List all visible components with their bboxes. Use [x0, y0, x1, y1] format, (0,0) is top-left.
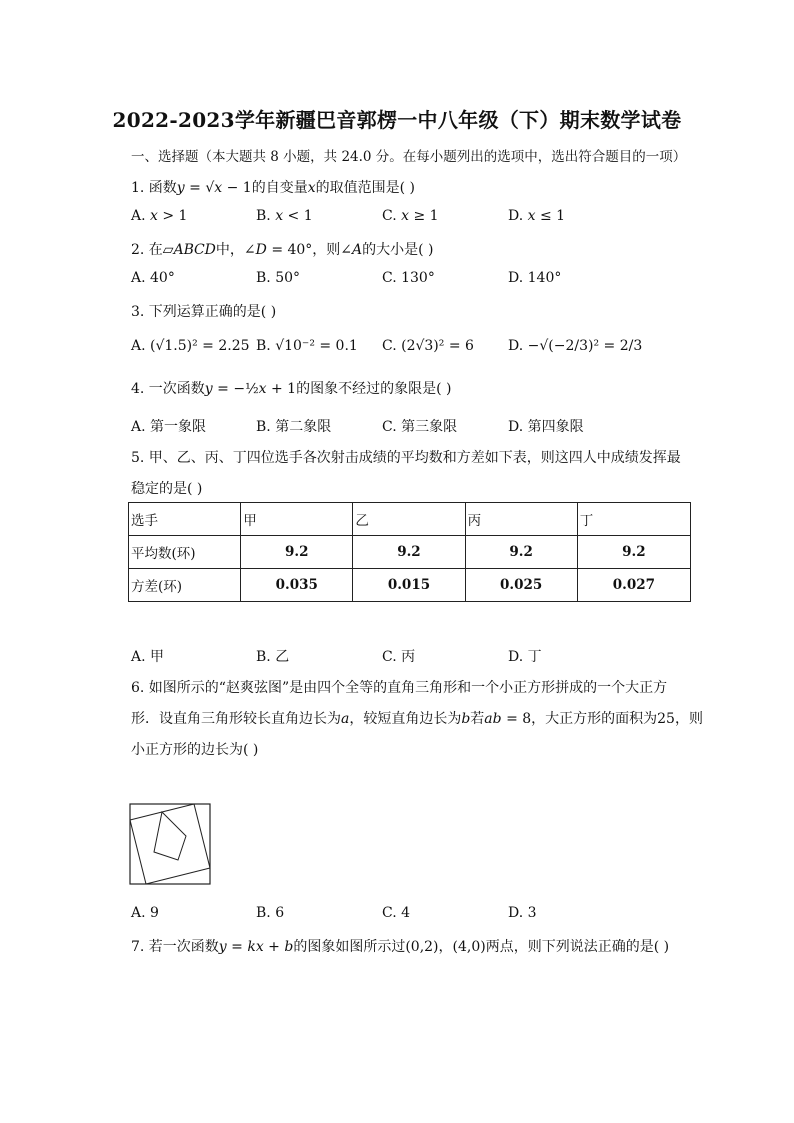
- q1-option-a[interactable]: A. 𝑥 > 1: [131, 208, 188, 224]
- question-4-text: 4. 一次函数𝑦 = −½𝑥 + 1的图象不经过的象限是( ): [131, 381, 452, 397]
- q1-option-d[interactable]: D. 𝑥 ≤ 1: [508, 208, 566, 224]
- q4-option-d[interactable]: D. 第四象限: [508, 419, 584, 435]
- question-6-text-line3: 小正方形的边长为( ): [131, 742, 259, 758]
- q6-option-b[interactable]: B. 6: [256, 905, 285, 921]
- table-cell: 9.2: [241, 536, 353, 569]
- q4-option-a[interactable]: A. 第一象限: [131, 419, 207, 435]
- table-header-cell: 乙: [353, 503, 465, 536]
- table-row: [129, 569, 691, 602]
- table-cell: 平均数(环): [129, 536, 241, 569]
- table-header-cell: 丙: [465, 503, 577, 536]
- table-cell: 方差(环): [129, 569, 241, 602]
- table-cell: 0.015: [353, 569, 465, 602]
- q3-option-a[interactable]: A. (√1.5)² = 2.25: [131, 338, 250, 354]
- q1-option-c[interactable]: C. 𝑥 ≥ 1: [382, 208, 439, 224]
- triangle-side-2: [194, 804, 210, 868]
- q2-option-b[interactable]: B. 50°: [256, 270, 301, 286]
- triangle-side-3: [146, 868, 210, 884]
- section-header: 一、选择题（本大题共 8 小题，共 24.0 分。在每小题列出的选项中，选出符合题目的一项）: [131, 149, 687, 165]
- table-header-cell: 丁: [577, 503, 690, 536]
- q4-option-c[interactable]: C. 第三象限: [382, 419, 458, 435]
- q3-option-c[interactable]: C. (2√3)² = 6: [382, 338, 474, 354]
- question-5-text-line1: 5. 甲、乙、丙、丁四位选手各次射击成绩的平均数和方差如下表，则这四人中成绩发挥最: [131, 450, 681, 466]
- question-6-text-line1: 6. 如图所示的“赵爽弦图”是由四个全等的直角三角形和一个小正方形拼成的一个大正方: [131, 680, 668, 696]
- score-table: [128, 502, 691, 602]
- triangle-side-4: [130, 820, 146, 884]
- q2-option-d[interactable]: D. 140°: [508, 270, 562, 286]
- question-3-text: 3. 下列运算正确的是( ): [131, 304, 277, 320]
- table-cell: 9.2: [577, 536, 690, 569]
- table-cell: 9.2: [465, 536, 577, 569]
- inner-square: [154, 812, 186, 860]
- q5-option-d[interactable]: D. 丁: [508, 649, 542, 665]
- q5-option-a[interactable]: A. 甲: [131, 649, 165, 665]
- q5-option-b[interactable]: B. 乙: [256, 649, 290, 665]
- table-cell: 0.027: [577, 569, 690, 602]
- q6-option-d[interactable]: D. 3: [508, 905, 537, 921]
- table-cell: 0.035: [241, 569, 353, 602]
- table-header-cell: 选手: [129, 503, 241, 536]
- q6-option-a[interactable]: A. 9: [131, 905, 159, 921]
- q1-option-b[interactable]: B. 𝑥 < 1: [256, 208, 313, 224]
- outer-square: [130, 804, 210, 884]
- q2-option-a[interactable]: A. 40°: [131, 270, 175, 286]
- q3-option-d[interactable]: D. −√(−2/3)² = 2/3: [508, 338, 643, 354]
- question-6-text-line2: 形．设直角三角形较长直角边长为𝑎，较短直角边长为𝑏若𝑎𝑏 = 8，大正方形的面积为25，则: [131, 711, 703, 727]
- table-header-cell: 甲: [241, 503, 353, 536]
- q6-option-c[interactable]: C. 4: [382, 905, 411, 921]
- zhao-shuang-diagram: [129, 803, 211, 885]
- q4-option-b[interactable]: B. 第二象限: [256, 419, 332, 435]
- table-cell: 9.2: [353, 536, 465, 569]
- q5-option-c[interactable]: C. 丙: [382, 649, 416, 665]
- table-cell: 0.025: [465, 569, 577, 602]
- question-5-text-line2: 稳定的是( ): [131, 481, 203, 497]
- question-1-text: 1. 函数𝑦 = √𝑥 − 1的自变量𝑥的取值范围是( ): [131, 180, 415, 196]
- question-7-text: 7. 若一次函数𝑦 = 𝑘𝑥 + 𝑏的图象如图所示过(0,2)，(4,0)两点，则下列说法正确的是( ): [131, 939, 670, 955]
- question-2-text: 2. 在▱𝐴𝐵𝐶𝐷中，∠𝐷 = 40°，则∠𝐴的大小是( ): [131, 242, 434, 258]
- table-row: [129, 536, 691, 569]
- exam-title: 2022-2023学年新疆巴音郭楞一中八年级（下）期末数学试卷: [112, 108, 682, 132]
- q2-option-c[interactable]: C. 130°: [382, 270, 435, 286]
- table-header-row: [129, 503, 691, 536]
- q3-option-b[interactable]: B. √10⁻² = 0.1: [256, 338, 358, 354]
